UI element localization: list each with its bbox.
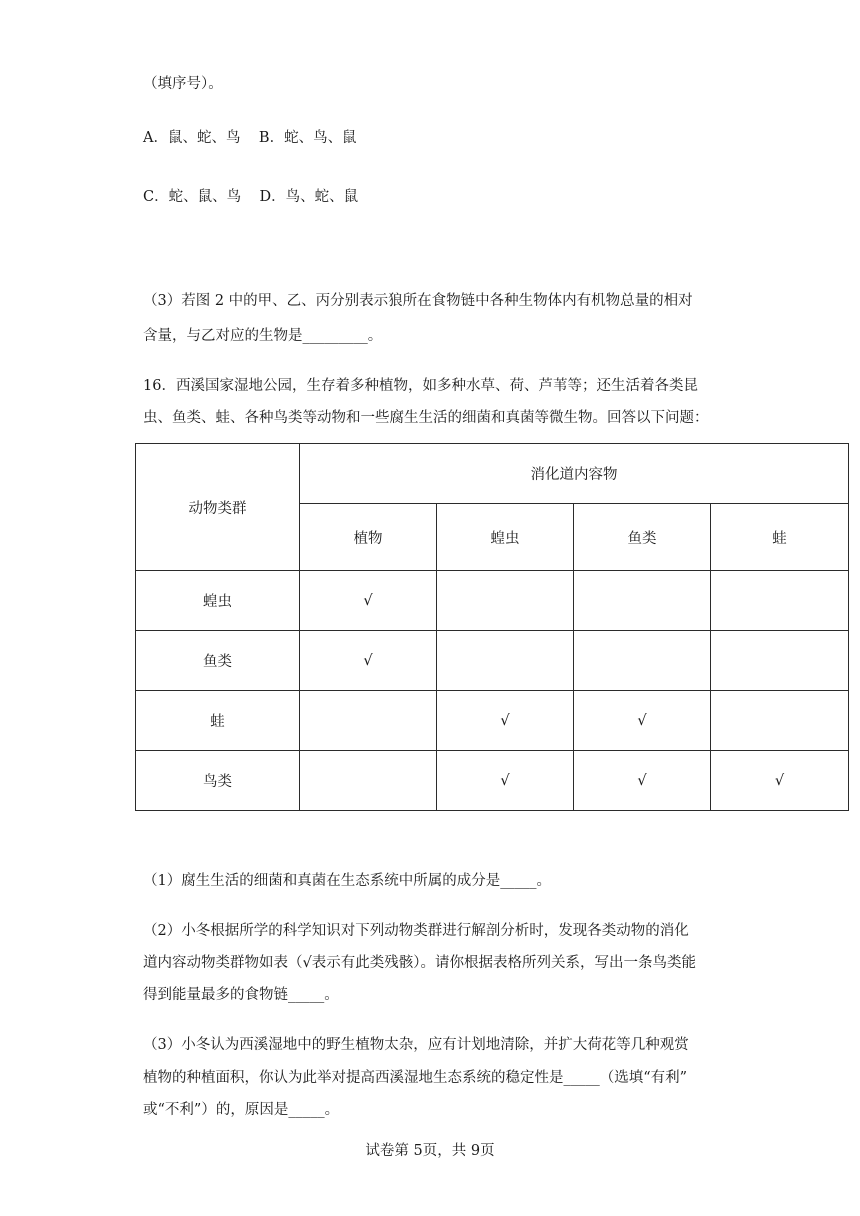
table-cell: √ <box>711 751 849 811</box>
q16-sub2-line2: 道内容动物类群物如表（√表示有此类残骸）。请你根据表格所列关系，写出一条鸟类能 <box>143 955 696 971</box>
q16-sub3-line2: 植物的种植面积，你认为此举对提高西溪湿地生态系统的稳定性是_____（选填“有利” <box>143 1070 688 1086</box>
row-label: 鸟类 <box>136 751 300 811</box>
table-row <box>136 571 849 631</box>
column-header: 蛙 <box>711 504 849 571</box>
fill-hint: （填序号）。 <box>143 76 223 92</box>
options-row-1: A．鼠、蛇、鸟 B．蛇、鸟、鼠 <box>143 130 357 146</box>
column-header: 植物 <box>300 504 437 571</box>
table-cell <box>711 631 849 691</box>
row-label: 蝗虫 <box>136 571 300 631</box>
table-row <box>136 751 849 811</box>
table-cell <box>300 691 437 751</box>
table-cell: √ <box>300 571 437 631</box>
q16-intro-line1: 16．西溪国家湿地公园，生存着多种植物，如多种水草、荷、芦苇等；还生活着各类昆 <box>143 378 698 394</box>
table-cell: √ <box>300 631 437 691</box>
column-header: 蝗虫 <box>437 504 574 571</box>
q16-sub3-line3: 或“不利”）的，原因是_____。 <box>143 1102 340 1118</box>
table-cell <box>574 571 711 631</box>
table-cell <box>437 631 574 691</box>
table-group-header: 消化道内容物 <box>300 444 849 504</box>
page-footer: 试卷第 5页，共 9页 <box>365 1143 495 1159</box>
q16-intro-line2: 虫、鱼类、蛙、各种鸟类等动物和一些腐生生活的细菌和真菌等微生物。回答以下问题： <box>143 410 709 426</box>
row-label: 蛙 <box>136 691 300 751</box>
table-row <box>136 691 849 751</box>
q15-sub3-line1: （3）若图 2 中的甲、乙、丙分别表示狼所在食物链中各种生物体内有机物总量的相对 <box>143 293 693 309</box>
table-cell <box>437 571 574 631</box>
column-header: 鱼类 <box>574 504 711 571</box>
options-row-2: C．蛇、鼠、鸟 D．鸟、蛇、鼠 <box>143 189 359 205</box>
table-cell: √ <box>437 751 574 811</box>
table-cell: √ <box>574 691 711 751</box>
table-cell <box>300 751 437 811</box>
table-cell <box>574 631 711 691</box>
table-cell <box>711 571 849 631</box>
table-row <box>136 631 849 691</box>
table-cell: √ <box>574 751 711 811</box>
table-row-header: 动物类群 <box>136 444 300 571</box>
row-label: 鱼类 <box>136 631 300 691</box>
q16-sub2-line1: （2）小冬根据所学的科学知识对下列动物类群进行解剖分析时，发现各类动物的消化 <box>143 923 689 939</box>
q16-sub2-line3: 得到能量最多的食物链_____。 <box>143 987 339 1003</box>
q15-sub3-line2: 含量，与乙对应的生物是_________。 <box>143 328 383 344</box>
table-cell: √ <box>437 691 574 751</box>
digestive-content-table <box>135 443 849 811</box>
table-cell <box>711 691 849 751</box>
q16-sub1: （1）腐生生活的细菌和真菌在生态系统中所属的成分是_____。 <box>143 873 551 889</box>
q16-sub3-line1: （3）小冬认为西溪湿地中的野生植物太杂，应有计划地清除，并扩大荷花等几种观赏 <box>143 1037 689 1053</box>
